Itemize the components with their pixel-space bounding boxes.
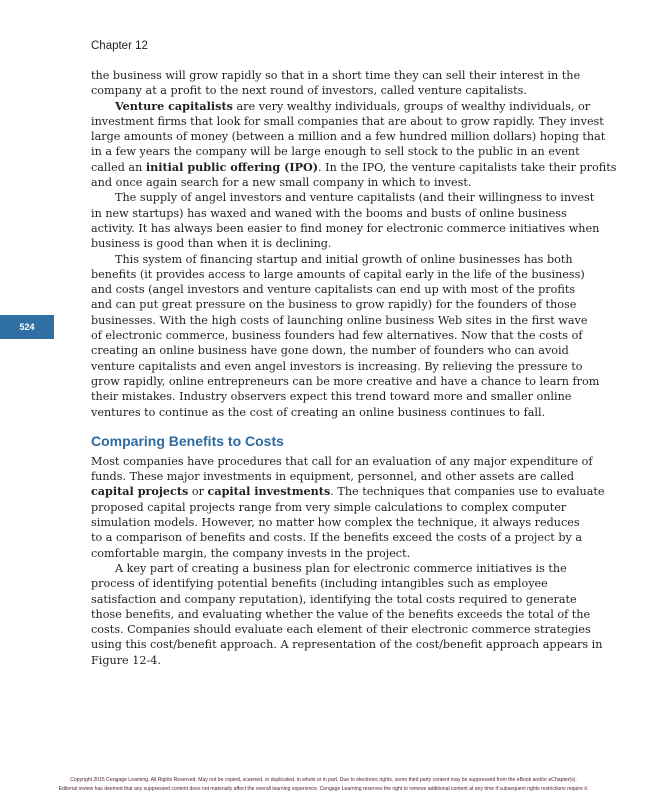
paragraph-venture-capitalists: Venture capitalists are very wealthy individuals, groups of wealthy individuals, or investment firms that look for small companies that are about to grow rapidly. They invest large amounts of money (between a million and a few hundred million dollars) hoping that in a few years the company will be large enough to sell stock to the public in an event called an initial public offering (IPO). In the IPO, the venture capitalists take their profits and once again search for a new small company in which to invest. bbox=[91, 98, 617, 190]
page-body bbox=[91, 68, 617, 668]
term-ipo: initial public offering (IPO) bbox=[145, 159, 319, 174]
copyright-line-1: Copyright 2015 Cengage Learning. All Rights Reserved. May not be copied, scanned, or duplicated, in whole or in part. Due to electronic rights, some third party content may be suppressed from the eBook and/or eChapter(s). bbox=[70, 777, 577, 783]
paragraph-capital-projects: Most companies have procedures that call for an evaluation of any major expenditure of funds. These major investments in equipment, personnel, and other assets are called capital projects or capital investments. The techniques that companies use to evaluate proposed capital projects range from very simple calculations to complex computer simulation models. However, no matter how complex the technique, it always reduces to a comparison of benefits and costs. If the benefits exceed the costs of a project by a comfortable margin, the company invests in the project. bbox=[91, 454, 605, 560]
page-number-tab: 524 bbox=[0, 315, 54, 339]
term-capital-projects: capital projects bbox=[91, 484, 189, 499]
section-heading: Comparing Benefits to Costs bbox=[91, 432, 284, 449]
paragraph-business-plan: A key part of creating a business plan for electronic commerce initiatives is the process of identifying potential benefits (including intangibles such as employee satisfaction and company reputation), identifying the total costs required to generate those benefits, and evaluating whether the value of the benefits exceeds the total of the costs. Companies should evaluate each element of their electronic commerce strategies using this cost/benefit approach. A representation of the cost/benefit approach appears in Figure 12-4. bbox=[91, 561, 603, 667]
paragraph-supply: The supply of angel investors and venture capitalists (and their willingness to invest in new startups) has waxed and waned with the booms and busts of online business activity. It has always been easier to find money for electronic commerce initiatives when business is good than when it is declining. bbox=[91, 191, 600, 251]
term-capital-investments: capital investments bbox=[207, 484, 331, 499]
copyright-footer bbox=[0, 776, 647, 793]
paragraph-financing-system: This system of financing startup and initial growth of online businesses has both benefits (it provides access to large amounts of capital early in the life of the business) and costs (angel investors and venture capitalists can end up with most of the profits and can put great pressure on the business to grow rapidly) for the founders of those businesses. With the high costs of launching online business Web sites in the first wave of electronic commerce, business founders had few alternatives. Now that the costs of creating an online business have gone down, the number of founders who can avoid venture capitalists and even angel investors is increasing. By relieving the pressure to grow rapidly, online entrepreneurs can be more creative and have a chance to learn from their mistakes. Industry observers expect this trend toward more and smaller online ventures to continue as the cost of creating an online business continues to fall. bbox=[91, 252, 600, 419]
term-venture-capitalists: Venture capitalists bbox=[115, 98, 233, 113]
paragraph-continuation: the business will grow rapidly so that in a short time they can sell their interest in the company at a profit to the next round of investors, called venture capitalists. bbox=[91, 69, 581, 98]
copyright-line-2: Editorial review has deemed that any suppressed content does not materially affect the overall learning experience. Cengage Learning reserves the right to remove additional content at any time if subsequent rights restrictions require it. bbox=[58, 785, 589, 792]
chapter-label: Chapter 12 bbox=[91, 40, 148, 52]
